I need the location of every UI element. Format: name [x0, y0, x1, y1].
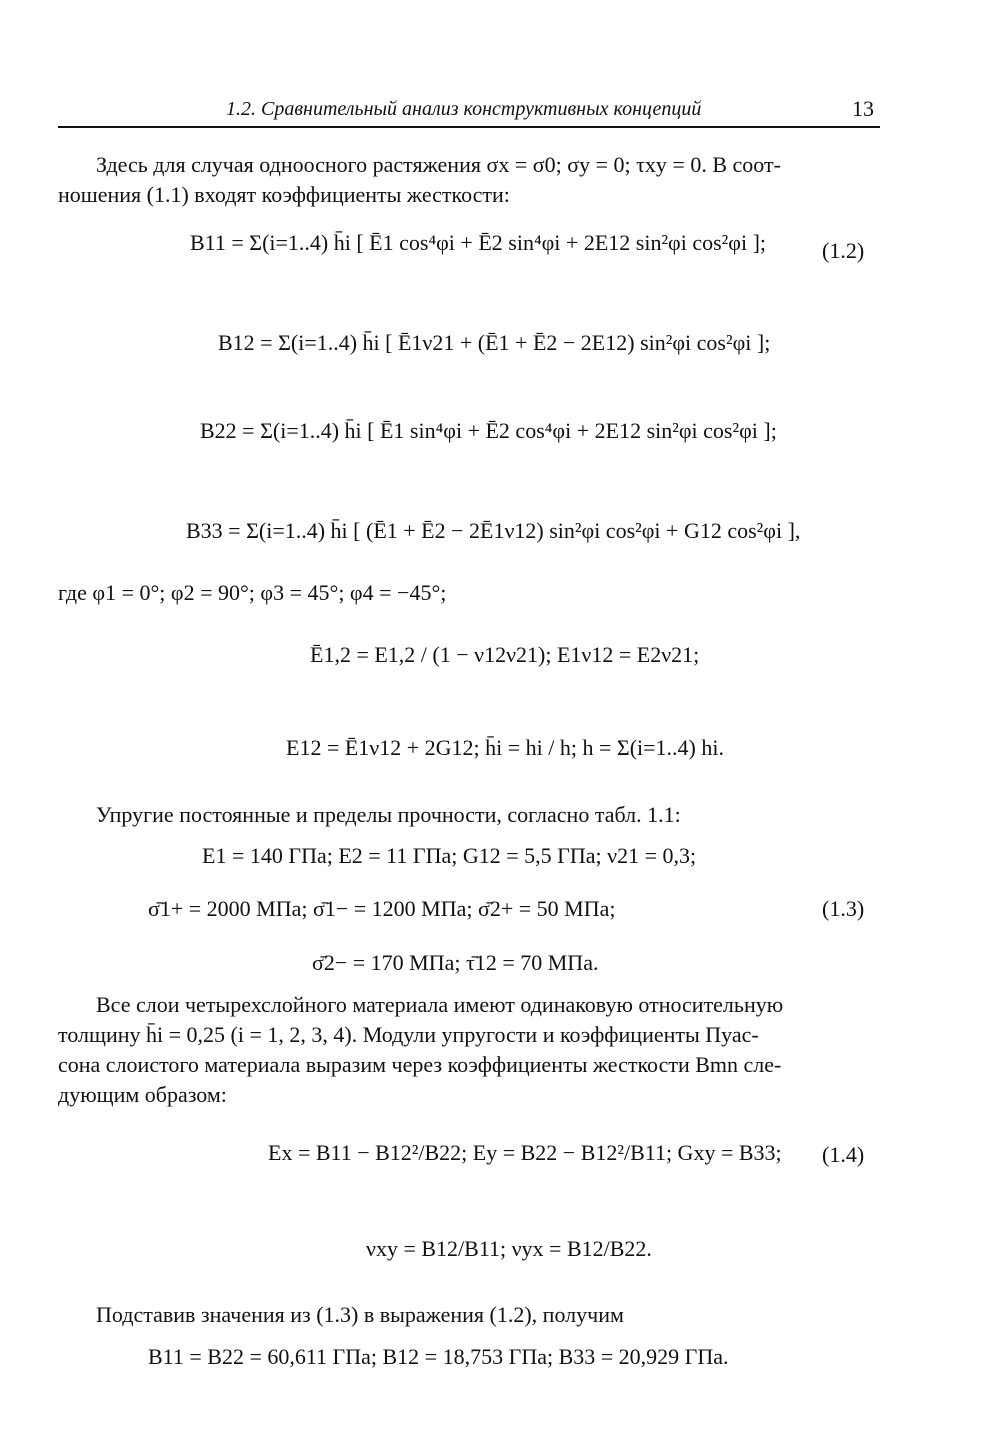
intro-line-2: ношения (1.1) входят коэффициенты жесткости: [58, 182, 510, 207]
equation-b22: B22 = Σ(i=1..4) h̄i [ Ē1 sin⁴φi + Ē2 cos⁴φi + 2E12 sin²φi cos²φi ]; [200, 418, 777, 443]
equation-moduli: Ex = B11 − B12²/B22; Ey = B22 − B12²/B11; Gxy = B33; [268, 1140, 782, 1165]
layers-paragraph [58, 990, 880, 1110]
equation-e-bar: Ē1,2 = E1,2 / (1 − ν12ν21); E1ν12 = E2ν21; [310, 642, 700, 667]
equation-number-1-3: (1.3) [822, 896, 865, 921]
equation-poisson: νxy = B12/B11; νyx = B12/B22. [366, 1236, 652, 1261]
equation-b12: B12 = Σ(i=1..4) h̄i [ Ē1ν21 + (Ē1 + Ē2 − 2E12) sin²φi cos²φi ]; [218, 330, 771, 355]
strength-line-1: σ̄1+ = 2000 МПа; σ̄1− = 1200 МПа; σ̄2+ = 50 МПа; [148, 896, 616, 921]
elastic-values: E1 = 140 ГПа; E2 = 11 ГПа; G12 = 5,5 ГПа; ν21 = 0,3; [202, 843, 697, 868]
elastic-intro: Упругие постоянные и пределы прочности, согласно табл. 1.1: [96, 802, 681, 827]
equation-b33: B33 = Σ(i=1..4) h̄i [ (Ē1 + Ē2 − 2Ē1ν12) sin²φi cos²φi + G12 cos²φi ], [186, 518, 801, 543]
intro-line-1: Здесь для случая одноосного растяжения σx = σ0; σy = 0; τxy = 0. В соот- [96, 152, 781, 177]
equation-number-1-4: (1.4) [822, 1142, 865, 1167]
equation-b11: B11 = Σ(i=1..4) h̄i [ Ē1 cos⁴φi + Ē2 sin⁴φi + 2E12 sin²φi cos²φi ]; [190, 230, 767, 255]
layers-line-4: дующим образом: [58, 1082, 227, 1107]
layers-line-3: сона слоистого материала выразим через коэффициенты жесткости Bmn сле- [58, 1052, 782, 1077]
layers-line-2: толщину h̄i = 0,25 (i = 1, 2, 3, 4). Модули упругости и коэффициенты Пуас- [58, 1022, 759, 1047]
angles-line: где φ1 = 0°; φ2 = 90°; φ3 = 45°; φ4 = −45°; [58, 580, 447, 605]
equation-e12-h: E12 = Ē1ν12 + 2G12; h̄i = hi / h; h = Σ(i=1..4) hi. [286, 735, 724, 760]
page-number: 13 [852, 96, 874, 121]
layers-line-1: Все слои четырехслойного материала имеют одинаковую относительную [96, 992, 784, 1017]
equation-number-1-2: (1.2) [822, 238, 865, 263]
result-line: B11 = B22 = 60,611 ГПа; B12 = 18,753 ГПа; B33 = 20,929 ГПа. [148, 1344, 729, 1369]
intro-paragraph [58, 150, 880, 210]
running-header-title: 1.2. Сравнительный анализ конструктивных концепций [226, 98, 702, 120]
header-rule [58, 126, 880, 128]
strength-line-2: σ̄2− = 170 МПа; τ̄12 = 70 МПа. [312, 950, 599, 975]
substitution-line: Подставив значения из (1.3) в выражения (1.2), получим [96, 1302, 624, 1327]
